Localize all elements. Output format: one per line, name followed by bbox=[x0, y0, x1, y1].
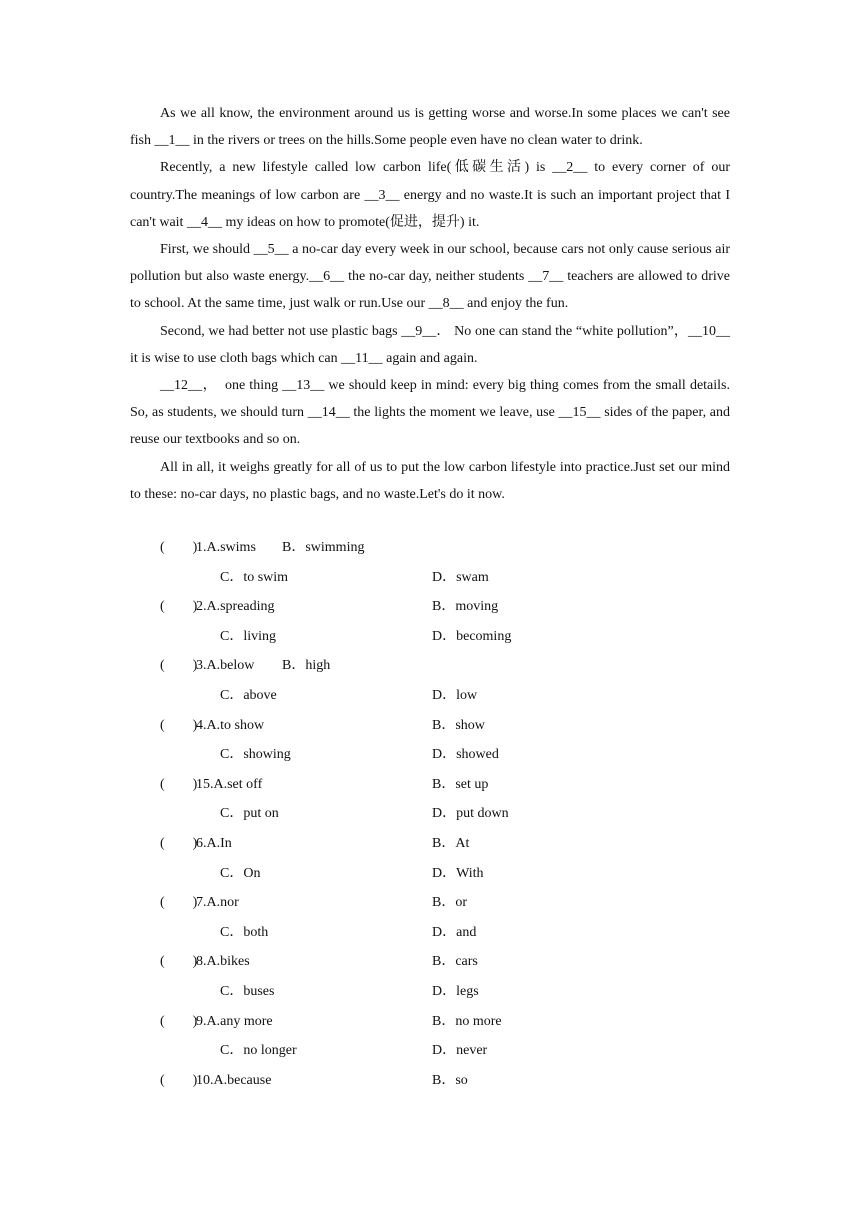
question-row-options bbox=[160, 740, 720, 770]
paragraph: __12__， one thing __13__ we should keep in mind: every big thing comes from the small details. So, as students, we should turn __14__ the lights the moment we leave, use __15__ sides of the paper, and reuse our textbooks and so on. bbox=[130, 378, 730, 448]
question-row bbox=[160, 947, 720, 977]
answer-blank[interactable]: ( ) bbox=[160, 895, 198, 911]
answer-blank[interactable]: ( ) bbox=[160, 776, 198, 792]
option-a: 9.A.any more bbox=[196, 1013, 273, 1029]
question-row bbox=[160, 829, 720, 859]
option-d: D．low bbox=[432, 687, 478, 703]
option-a: 10.A.because bbox=[196, 1072, 272, 1088]
question-row-options bbox=[160, 563, 720, 593]
question-row-options bbox=[160, 859, 720, 889]
answer-blank[interactable]: ( ) bbox=[160, 540, 198, 555]
answer-blank[interactable]: ( ) bbox=[160, 599, 198, 615]
option-c: C．both bbox=[220, 924, 269, 940]
question-row bbox=[160, 592, 720, 622]
question-row bbox=[160, 651, 720, 681]
option-a: 8.A.bikes bbox=[196, 954, 250, 970]
option-b: B．so bbox=[432, 1072, 468, 1088]
passage bbox=[130, 100, 730, 508]
question-row bbox=[160, 533, 720, 563]
option-b: B．swimming bbox=[282, 540, 365, 555]
answer-blank[interactable]: ( ) bbox=[160, 1013, 198, 1029]
option-b: B．show bbox=[432, 717, 485, 733]
answer-blank[interactable]: ( ) bbox=[160, 1072, 198, 1088]
question-row bbox=[160, 711, 720, 741]
answer-blank[interactable]: ( ) bbox=[160, 658, 198, 674]
option-a: 2.A.spreading bbox=[196, 599, 275, 615]
option-b: B．high bbox=[282, 658, 331, 674]
question-row-options bbox=[160, 977, 720, 1007]
option-b: B．cars bbox=[432, 954, 478, 970]
question-row bbox=[160, 770, 720, 800]
option-b: B．set up bbox=[432, 776, 489, 792]
answer-blank[interactable]: ( ) bbox=[160, 835, 198, 851]
option-d: D．becoming bbox=[432, 628, 512, 644]
question-row-options bbox=[160, 622, 720, 652]
question-row-options bbox=[160, 799, 720, 829]
paragraph: All in all, it weighs greatly for all of us to put the low carbon lifestyle into practice.Just set our mind to these: no-car days, no plastic bags, and no waste.Let's do it now. bbox=[130, 459, 730, 502]
question-row-options bbox=[160, 1036, 720, 1066]
option-d: D．put down bbox=[432, 806, 509, 822]
option-d: D．never bbox=[432, 1043, 488, 1059]
answer-blank[interactable]: ( ) bbox=[160, 717, 198, 733]
option-a: 7.A.nor bbox=[196, 895, 239, 911]
option-d: D．swam bbox=[432, 569, 489, 585]
option-a: 4.A.to show bbox=[196, 717, 265, 733]
paragraph: As we all know, the environment around us is getting worse and worse.In some places we can't see fish __1__ in the rivers or trees on the hills.Some people even have no clean water to drink. bbox=[130, 106, 730, 149]
question-row bbox=[160, 1066, 720, 1096]
question-list bbox=[160, 533, 720, 1095]
option-c: C．living bbox=[220, 628, 277, 644]
option-a: 15.A.set off bbox=[196, 776, 263, 792]
option-d: D．and bbox=[432, 924, 477, 940]
option-a: 3.A.below bbox=[196, 658, 255, 674]
option-d: D．showed bbox=[432, 747, 499, 763]
option-c: C．On bbox=[220, 865, 261, 881]
option-d: D．With bbox=[432, 865, 484, 881]
option-c: C．put on bbox=[220, 806, 279, 822]
option-a: 6.A.In bbox=[196, 835, 232, 851]
option-c: C．above bbox=[220, 687, 277, 703]
option-c: C．to swim bbox=[220, 569, 289, 585]
question-row-options bbox=[160, 918, 720, 948]
question-row-options bbox=[160, 681, 720, 711]
answer-blank[interactable]: ( ) bbox=[160, 954, 198, 970]
question-row bbox=[160, 888, 720, 918]
paragraph: Second, we had better not use plastic bags __9__． No one can stand the “white pollution”，__10__ it is wise to use cloth bags which can __11__ again and again. bbox=[130, 323, 730, 366]
option-b: B．no more bbox=[432, 1013, 502, 1029]
option-b: B．or bbox=[432, 895, 467, 911]
option-c: C．no longer bbox=[220, 1043, 297, 1059]
paragraph: Recently, a new lifestyle called low carbon life(低碳生活) is __2__ to every corner of our country.The meanings of low carbon are __3__ energy and no waste.It is such an important project that I can't wait __4__ my ideas on how to promote(促进，提升) it. bbox=[130, 160, 730, 230]
option-d: D．legs bbox=[432, 983, 479, 999]
option-b: B．At bbox=[432, 835, 470, 851]
question-row bbox=[160, 1007, 720, 1037]
option-a: 1.A.swims bbox=[196, 540, 256, 555]
option-c: C．showing bbox=[220, 747, 291, 763]
option-c: C．buses bbox=[220, 983, 275, 999]
paragraph: First, we should __5__ a no-car day every week in our school, because cars not only cause serious air pollution but also waste energy.__6__ the no-car day, neither students __7__ teachers are allowed to drive to school. At the same time, just walk or run.Use our __8__ and enjoy the fun. bbox=[130, 242, 730, 312]
option-b: B．moving bbox=[432, 599, 499, 615]
